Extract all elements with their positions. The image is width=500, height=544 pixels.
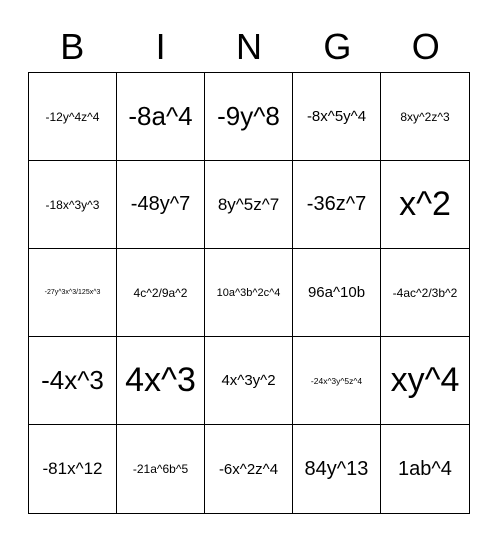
- bingo-cell: 4x^3y^2: [205, 337, 293, 425]
- bingo-cell: x^2: [381, 161, 469, 249]
- bingo-cell: -6x^2z^4: [205, 425, 293, 513]
- bingo-cell: 96a^10b: [293, 249, 381, 337]
- header-letter-n: N: [235, 26, 262, 67]
- bingo-cell: -36z^7: [293, 161, 381, 249]
- bingo-cell: -9y^8: [205, 73, 293, 161]
- bingo-cell: 10a^3b^2c^4: [205, 249, 293, 337]
- bingo-cell: -81x^12: [29, 425, 117, 513]
- bingo-header: [28, 22, 470, 72]
- bingo-cell: -8a^4: [117, 73, 205, 161]
- bingo-board: [28, 72, 470, 514]
- header-letter-g: G: [323, 26, 352, 67]
- bingo-cell: -8x^5y^4: [293, 73, 381, 161]
- bingo-cell: 4c^2/9a^2: [117, 249, 205, 337]
- bingo-cell: 4x^3: [117, 337, 205, 425]
- bingo-cell: 8xy^2z^3: [381, 73, 469, 161]
- bingo-cell: -18x^3y^3: [29, 161, 117, 249]
- header-letter-b: B: [60, 26, 85, 67]
- bingo-cell: 84y^13: [293, 425, 381, 513]
- bingo-cell: -24x^3y^5z^4: [293, 337, 381, 425]
- header-letter-i: I: [155, 26, 166, 67]
- bingo-cell: 1ab^4: [398, 457, 452, 480]
- bingo-cell: -12y^4z^4: [29, 73, 117, 161]
- bingo-cell: -4x^3: [29, 337, 117, 425]
- bingo-cell: -27y^3x^3/125x^3: [29, 249, 117, 337]
- bingo-cell: -4ac^2/3b^2: [381, 249, 469, 337]
- header-letter-o: O: [411, 26, 440, 67]
- bingo-cell: -21a^6b^5: [117, 425, 205, 513]
- bingo-cell: xy^4: [381, 337, 469, 425]
- bingo-cell: 8y^5z^7: [205, 161, 293, 249]
- bingo-cell: -48y^7: [117, 161, 205, 249]
